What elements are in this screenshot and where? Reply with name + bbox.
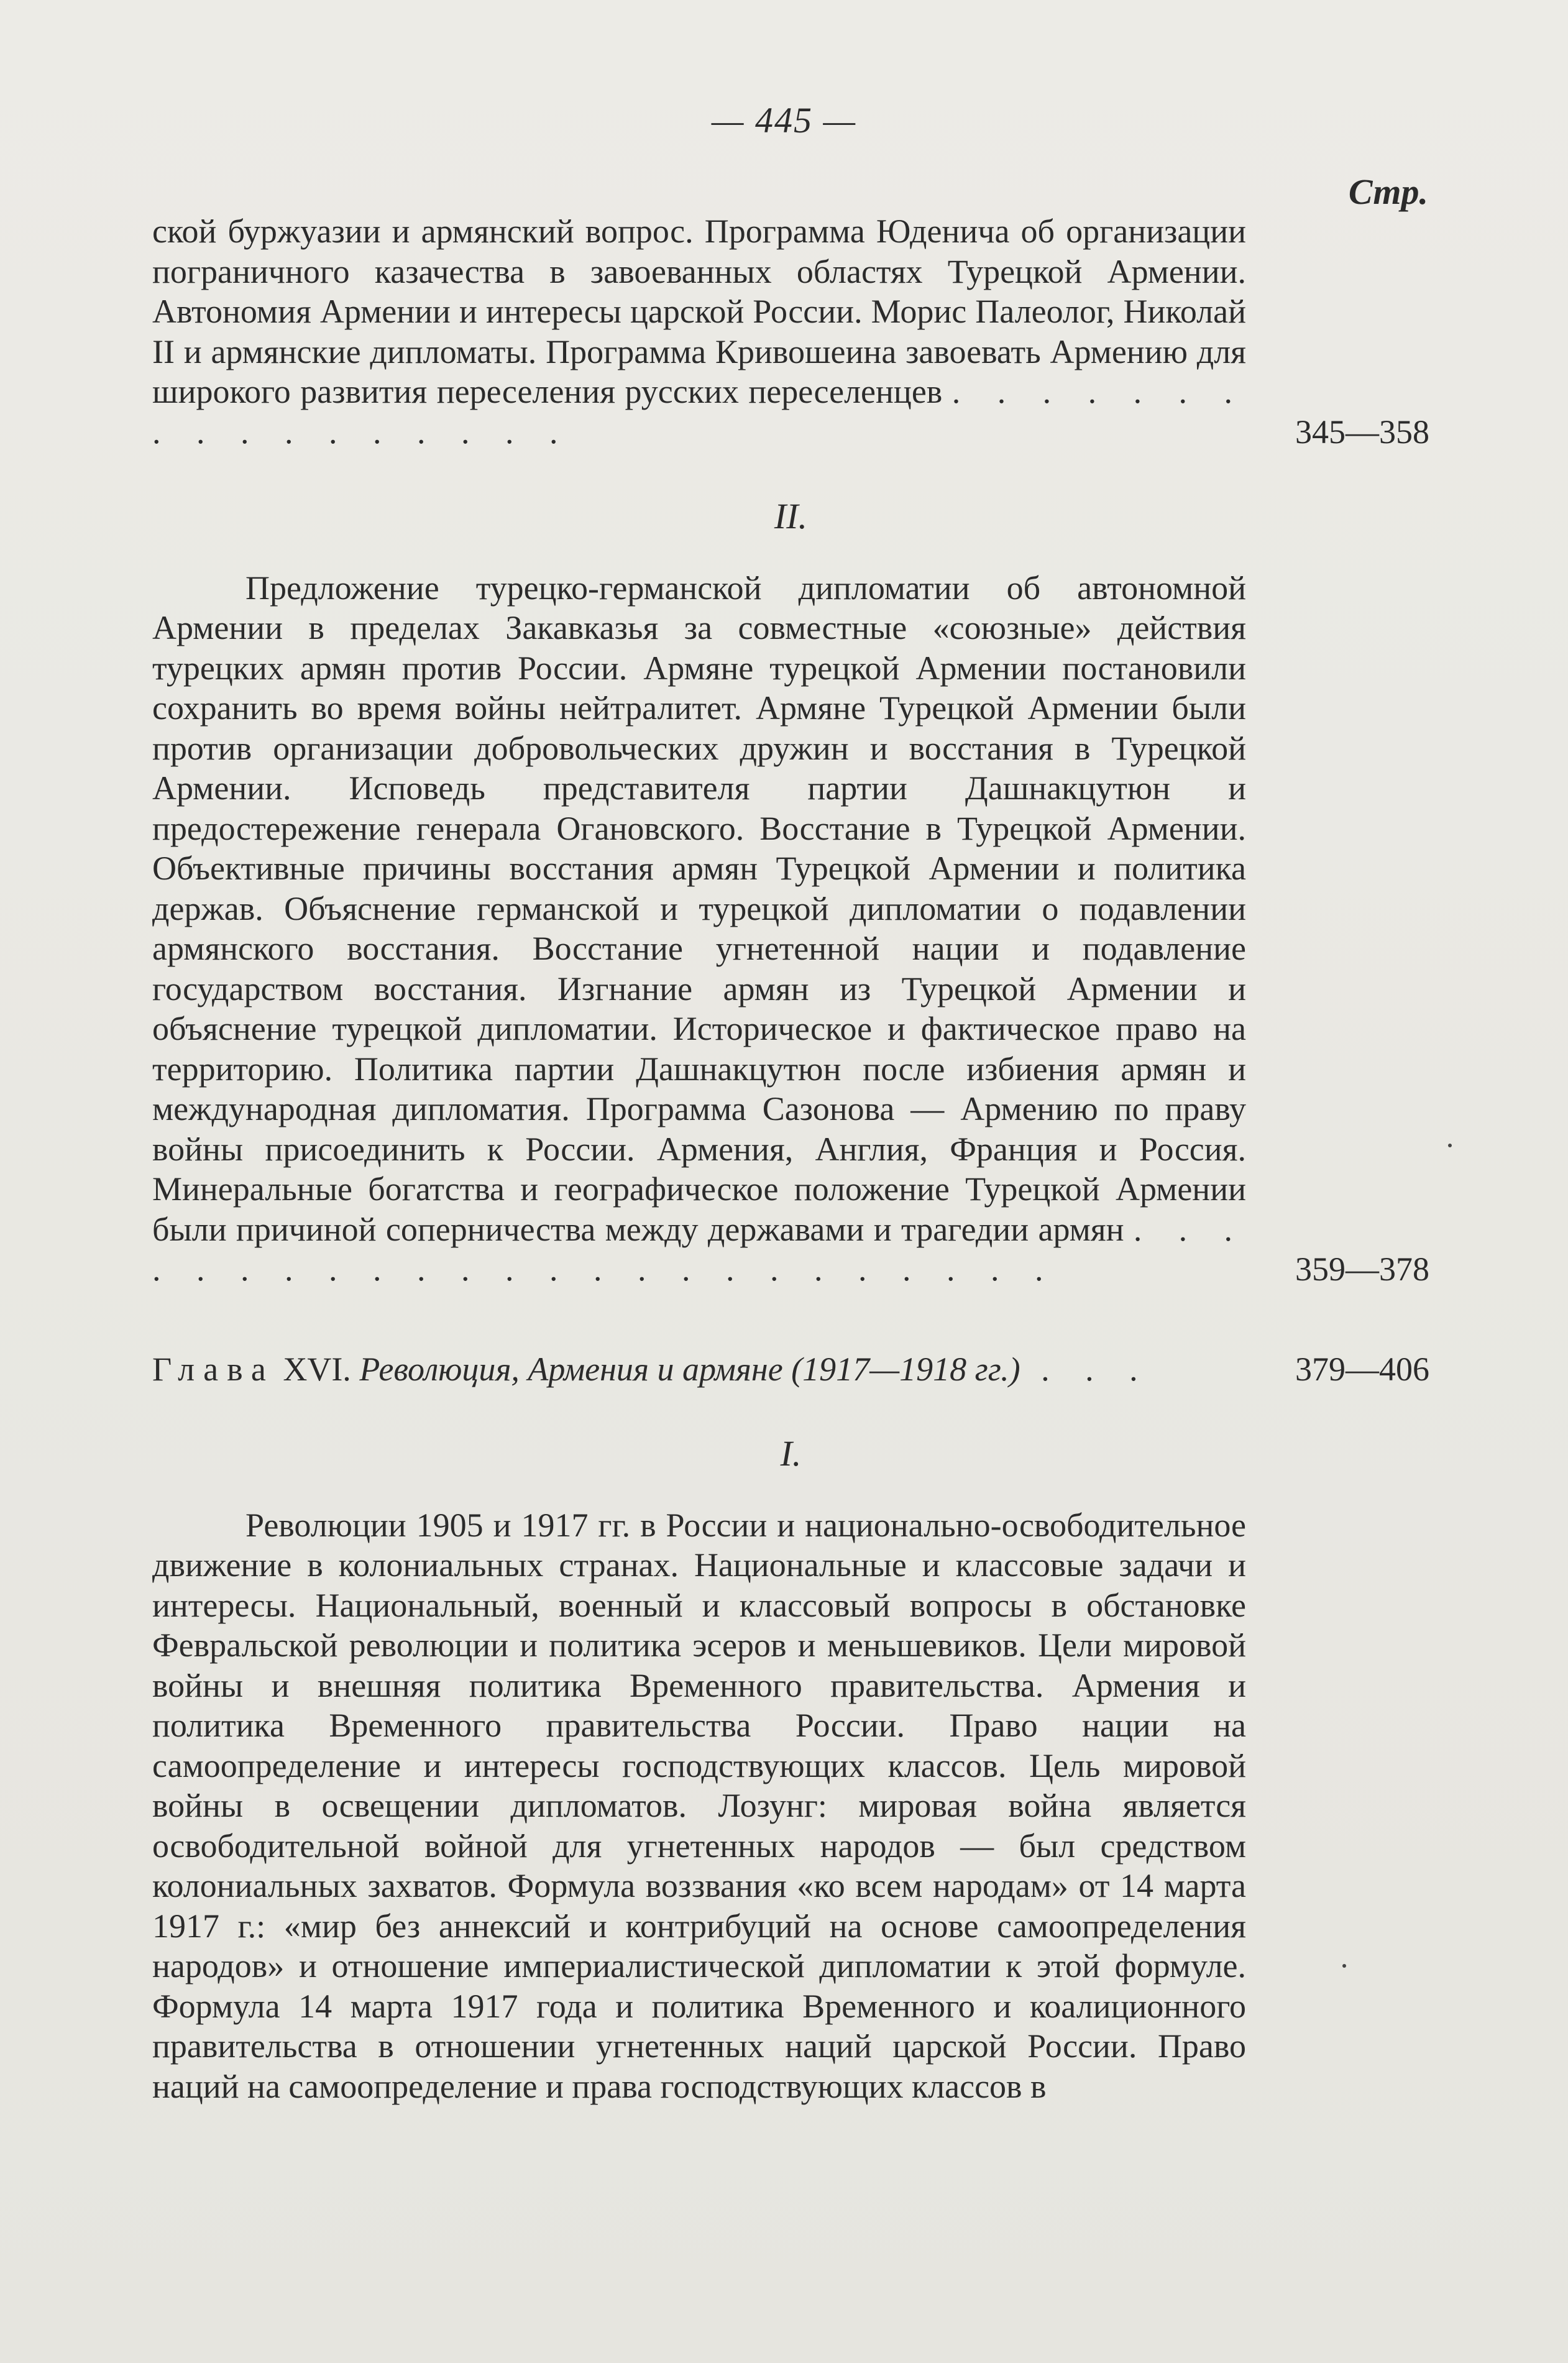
page-column-header: Стр. xyxy=(1348,172,1428,212)
toc-entry xyxy=(152,211,1429,452)
section-number: I. xyxy=(780,1433,802,1474)
chapter-label: Глава xyxy=(152,1350,275,1388)
entry-text: ской буржуазии и армянский вопрос. Программа Юденича об организации пограничного казачества в завоеванных областях Турецкой Армении. Автономия Армении и интересы царской России. Морис Палеолог, Николай II и армянские дипломаты. Программа Кривошеина завоевать Армению для широкого развития переселения русских переселенцев . . . . . . . . . . . . . . . . . xyxy=(152,213,1247,451)
dot-leader: . . . . . . . . . . . . . . . . . . . . . . . . xyxy=(152,1210,1246,1288)
entry-text: Революции 1905 и 1917 гг. в России и национально-освободительное движение в колониальных странах. Национальные и классовые задачи и интересы. Национальный, военный и классовый вопросы в обстановке Февральской революции и политика эсеров и меньшевиков. Цели мировой войны и внешняя политика Временного правительства. Армения и политика Временного правительства России. Право нации на самоопределение и интересы господствующих классов. Цель мировой войны в освещении дипломатов. Лозунг: мировая война является освободительной войной для угнетенных народов — был средством колониальных захватов. Формула воззвания «ко всем народам» от 14 марта 1917 г.: «мир без аннексий и контрибуций на основе самоопределения народов» и отношение империалистической дипломатии к этой формуле. Формула 14 марта 1917 года и политика Временного и коалиционного правительства в отношении угнетенных наций царской России. Право наций на самоопределение и права господствующих классов в xyxy=(152,1506,1246,2105)
print-speck xyxy=(1342,1964,1346,1968)
print-speck xyxy=(1448,1144,1452,1147)
page-range: 379—406 xyxy=(1295,1350,1429,1388)
chapter-title: Революция, Армения и армяне (1917—1918 гг.) xyxy=(359,1350,1020,1388)
chapter-number: XVI. xyxy=(283,1350,351,1388)
dot-leader: . . . . . . . . . . . . . . . . . xyxy=(152,373,1247,451)
toc-content xyxy=(152,211,1429,2106)
section-number: II. xyxy=(774,496,808,536)
toc-entry xyxy=(152,1505,1429,2107)
dot-leader: . . . xyxy=(1041,1350,1152,1388)
entry-text: Предложение турецко-германской дипломатии об автономной Армении в пределах Закавказья за совместные «союзные» действия турецких армян против России. Армяне турецкой Армении постановили сохранить во время войны нейтралитет. Армяне Турецкой Армении были против организации добровольческих дружин и восстания в Турецкой Армении. Исповедь представителя партии Дашнакцутюн и предостережение генерала Огановского. Восстание в Турецкой Армении. Объективные причины восстания армян Турецкой Армении и политика держав. Объяснение германской и турецкой дипломатии о подавлении армянского восстания. Восстание угнетенной нации и подавление государством восстания. Изгнание армян из Турецкой Армении и объяснение турецкой дипломатии. Историческое и фактическое право на территорию. Политика партии Дашнакцутюн после избиения армян и международная дипломатия. Программа Сазонова — Армению по праву войны присоединить к России. Армения, Англия, Франция и Россия. Минеральные богатства и географическое положение Турецкой Армении были причиной соперничества между державами и трагедии армян . . . . . . . . . . . . . . . . . . . . . . . . xyxy=(152,569,1246,1288)
page-range: 345—358 xyxy=(1295,413,1429,451)
page-range: 359—378 xyxy=(1295,1250,1429,1288)
chapter-entry xyxy=(152,1349,1429,1390)
toc-entry xyxy=(152,568,1429,1290)
page-number: — 445 — xyxy=(711,100,857,140)
